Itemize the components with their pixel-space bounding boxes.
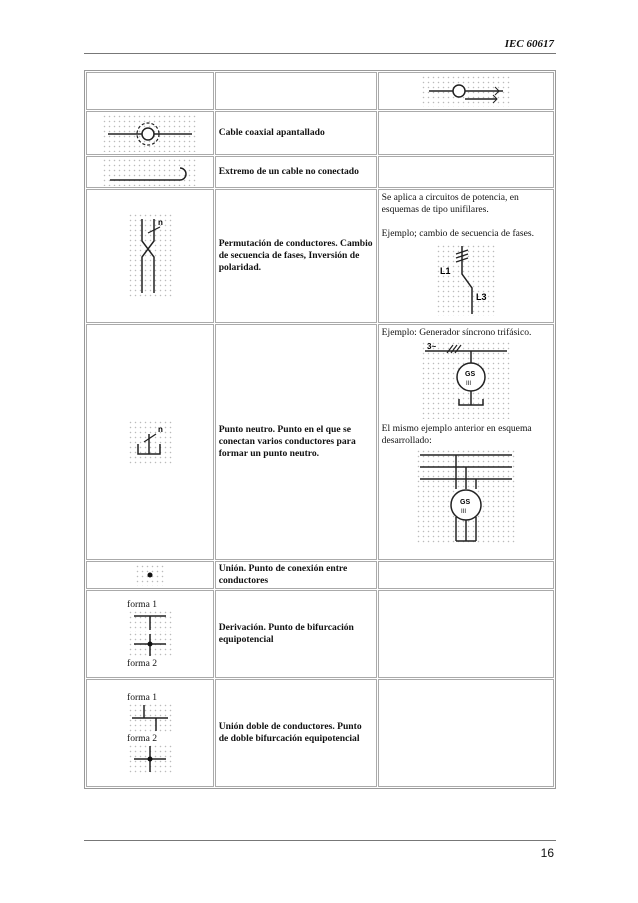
description-cell: Permutación de conductores. Cambio de secuencia de fases, Inversión de polaridad. (215, 189, 377, 323)
double-junction-form2-icon (128, 744, 172, 774)
form-label: forma 1 (127, 599, 158, 610)
form-label: forma 2 (127, 658, 158, 669)
symbol-cell (86, 590, 214, 678)
developed-generator-example-icon (416, 449, 516, 545)
coaxial-shielded-cable-icon (102, 114, 198, 152)
description-cell: Unión doble de conductores. Punto de doble bifurcación equipotencial (215, 679, 377, 787)
coaxial-end-symbol-icon (421, 75, 511, 107)
symbol-cell (86, 156, 214, 188)
table-row (86, 111, 554, 155)
notes-cell (378, 561, 554, 589)
table-row (86, 156, 554, 188)
table-row (86, 590, 554, 678)
page-header (84, 36, 556, 54)
symbol-cell (86, 72, 214, 110)
table-row (86, 189, 554, 323)
connection-point-icon (135, 564, 165, 586)
example-label: III (465, 381, 471, 387)
notes-cell (378, 189, 554, 323)
example-label: 3~ (426, 342, 436, 351)
table-row (86, 679, 554, 787)
synchronous-generator-example-icon (421, 341, 511, 419)
symbols-table (84, 70, 556, 789)
description-cell (215, 72, 377, 110)
notes-cell (378, 590, 554, 678)
example-label: III (460, 509, 466, 515)
table-row (86, 561, 554, 589)
neutral-point-icon (128, 420, 172, 464)
notes-cell (378, 324, 554, 560)
conductor-permutation-icon (128, 213, 172, 299)
description-cell: Cable coaxial apantallado (215, 111, 377, 155)
footer-rule (84, 840, 556, 841)
description-cell: Punto neutro. Punto en el que se conectan varios conductores para formar un punto neutro. (215, 324, 377, 560)
symbol-label: n (157, 218, 163, 227)
page-number: 16 (540, 846, 554, 860)
note-text: El mismo ejemplo anterior en esquema desarrollado: (381, 423, 532, 446)
phase-sequence-example-icon (436, 244, 496, 316)
notes-cell (378, 156, 554, 188)
form-label: forma 1 (127, 692, 158, 703)
branch-form2-icon (128, 632, 172, 658)
symbol-label: n (157, 425, 163, 434)
double-junction-form1-icon (128, 703, 172, 733)
note-text: Ejemplo: Generador síncrono trifásico. (381, 327, 532, 338)
table-row (86, 324, 554, 560)
example-label: L1 (439, 266, 451, 276)
form-label: forma 2 (127, 733, 158, 744)
notes-cell (378, 72, 554, 110)
notes-cell (378, 111, 554, 155)
table-row (86, 72, 554, 110)
unconnected-cable-end-icon (102, 158, 198, 186)
description-cell: Extremo de un cable no conectado (215, 156, 377, 188)
symbol-cell (86, 679, 214, 787)
example-label: GS (459, 499, 470, 506)
header-title: IEC 60617 (504, 38, 554, 50)
description-cell: Unión. Punto de conexión entre conductores (215, 561, 377, 589)
symbol-cell (86, 111, 214, 155)
symbol-cell (86, 324, 214, 560)
example-label: GS (464, 371, 475, 378)
example-label: L3 (475, 292, 487, 302)
notes-cell (378, 679, 554, 787)
branch-form1-icon (128, 610, 172, 632)
note-text: Ejemplo; cambio de secuencia de fases. (381, 228, 535, 239)
symbol-cell (86, 189, 214, 323)
description-cell: Derivación. Punto de bifurcación equipotencial (215, 590, 377, 678)
symbol-cell (86, 561, 214, 589)
note-text: Se aplica a circuitos de potencia, en esquemas de tipo unifilares. (381, 192, 519, 215)
